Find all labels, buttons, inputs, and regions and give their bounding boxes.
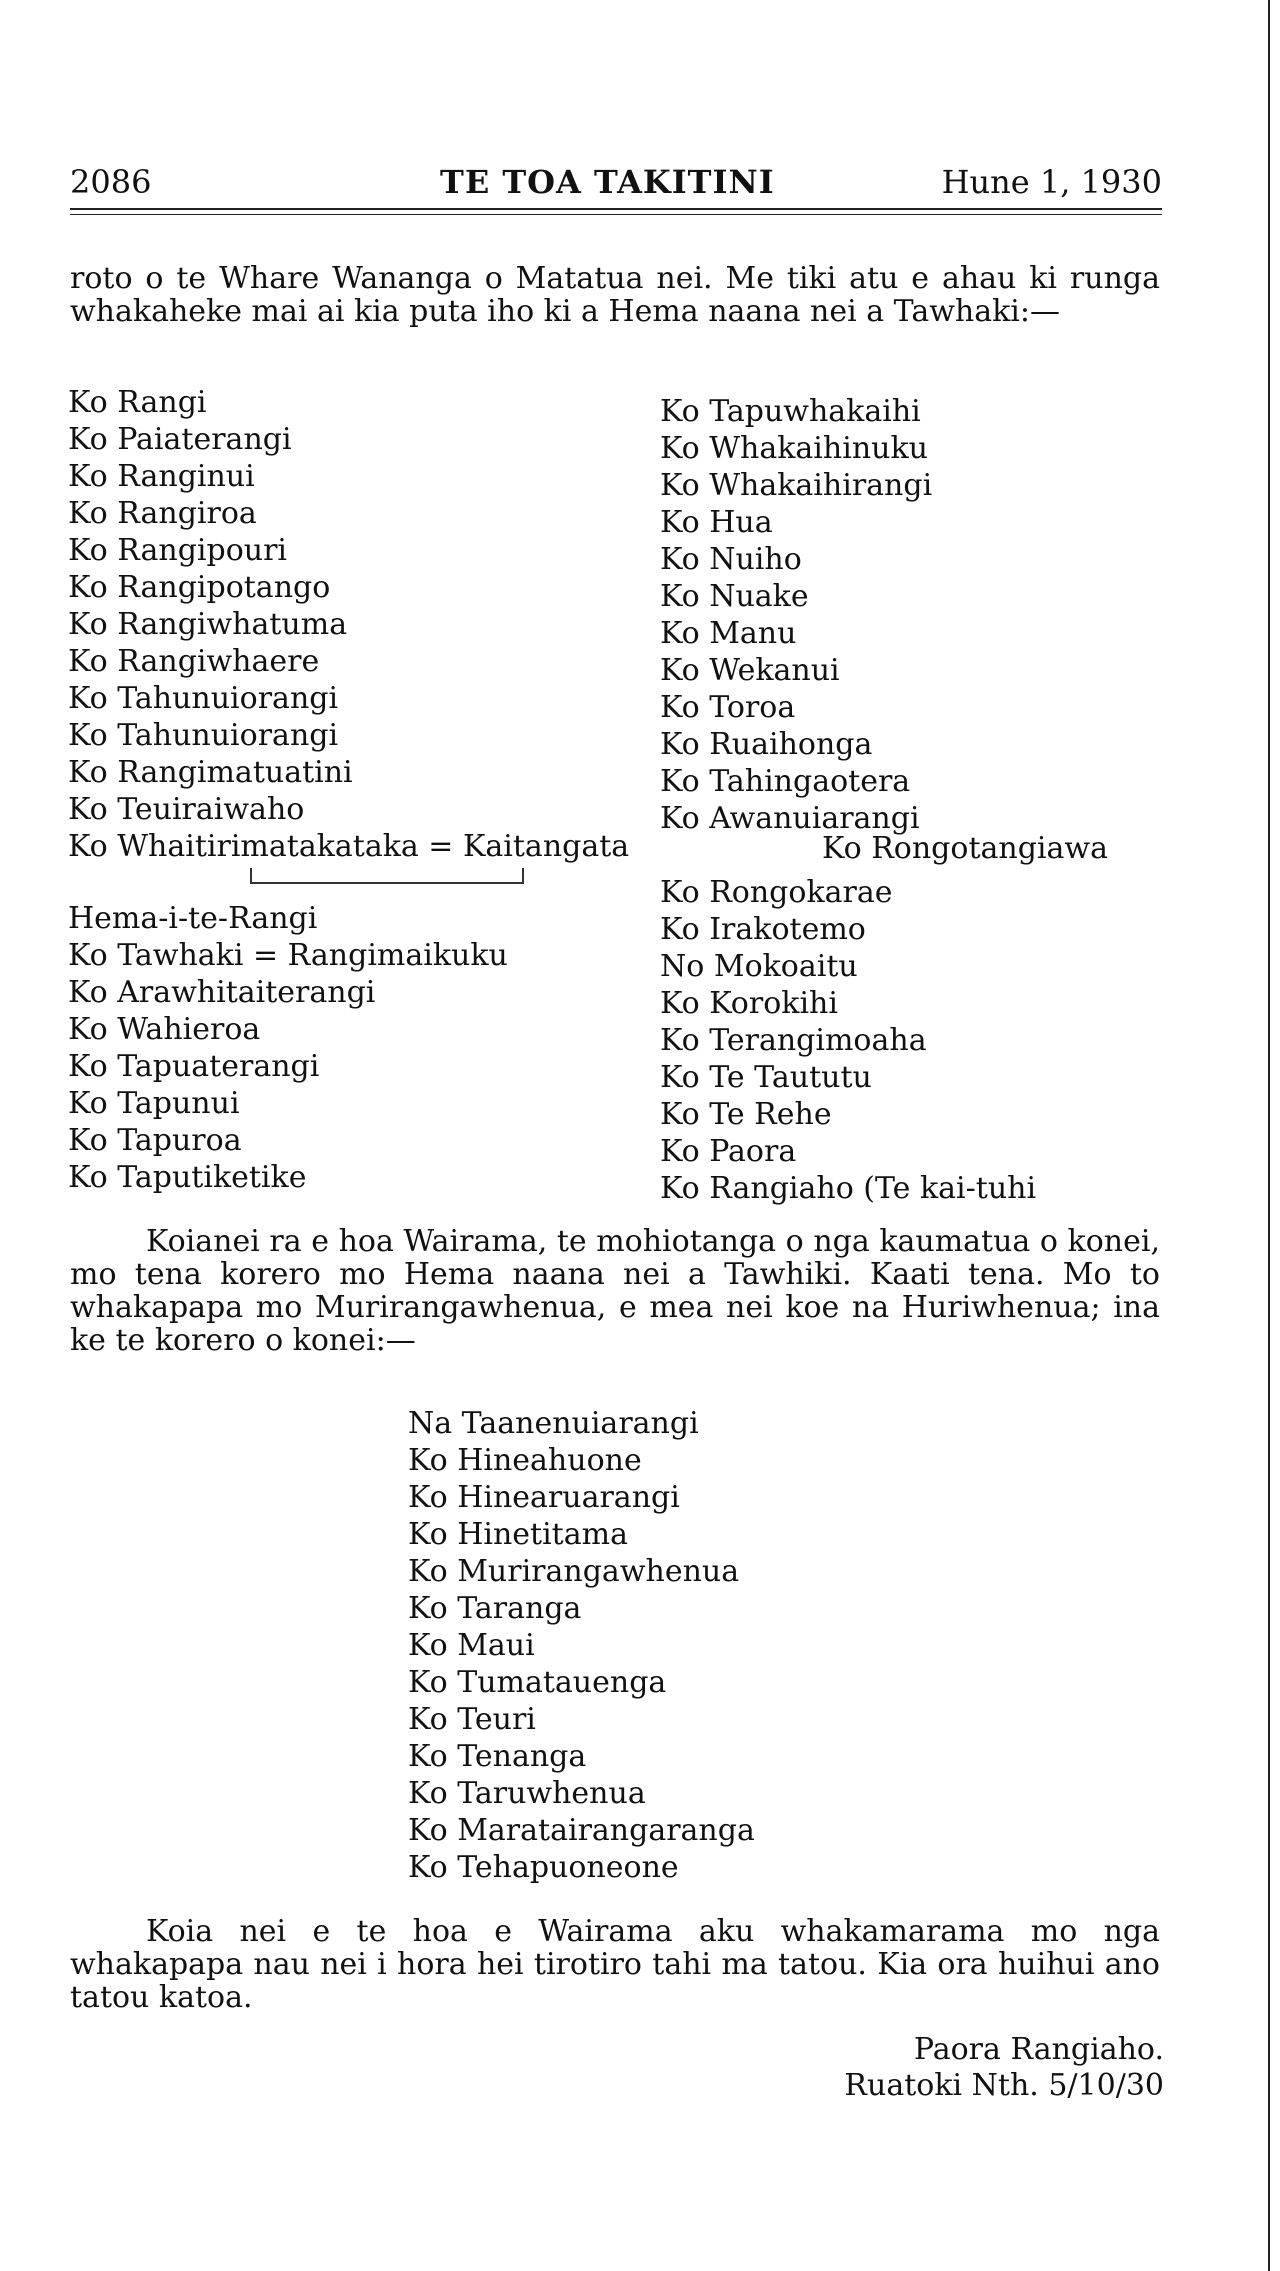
- genealogy-entry: Ko Whakaihinuku: [660, 431, 928, 466]
- genealogy-entry: Ko Rangiwhaere: [68, 644, 320, 679]
- genealogy-entry: Ko Manu: [660, 616, 797, 651]
- genealogy-entry: Ko Tapuwhakaihi: [660, 394, 921, 429]
- genealogy-entry: Ko Ruaihonga: [660, 727, 873, 762]
- genealogy-entry: Ko Hinearuarangi: [408, 1480, 680, 1515]
- genealogy-entry: Ko Terangimoaha: [660, 1023, 927, 1058]
- genealogy-entry: Ko Teuri: [408, 1702, 536, 1737]
- genealogy-left-column-2: [68, 900, 508, 1196]
- genealogy-entry: Ko Rangiaho (Te kai-tuhi: [660, 1171, 1037, 1206]
- genealogy-entry: Ko Tapunui: [68, 1086, 240, 1121]
- closing-paragraph: Koia nei e te hoa e Wairama aku whakamarama mo nga whakapapa nau nei i hora hei tirotiro tahi ma tatou. Kia ora huihui ano tatou katoa.: [70, 1914, 1160, 2015]
- genealogy-entry: Ko Maui: [408, 1628, 535, 1663]
- genealogy-entry: Ko Tehapuoneone: [408, 1850, 679, 1885]
- genealogy-entry: Ko Maratairangaranga: [408, 1813, 755, 1848]
- marriage-line-right: Ko Rongotangiawa: [822, 831, 1108, 866]
- genealogy-entry: Ko Irakotemo: [660, 912, 866, 947]
- genealogy-entry: Ko Ranginui: [68, 459, 255, 494]
- issue-date: Hune 1, 1930: [941, 163, 1162, 201]
- genealogy-entry: Ko Taruwhenua: [408, 1776, 646, 1811]
- genealogy-entry: Ko Rangipotango: [68, 570, 331, 605]
- genealogy-entry: Hema-i-te-Rangi: [68, 901, 318, 936]
- genealogy-entry: Ko Whakaihirangi: [660, 468, 933, 503]
- genealogy-entry: Ko Tahingaotera: [660, 764, 911, 799]
- genealogy-entry: Ko Rangipouri: [68, 533, 288, 568]
- marriage-line: Ko Whaitirimatakataka = Kaitangata: [68, 829, 630, 864]
- genealogy-entry: Na Taanenuiarangi: [408, 1406, 699, 1441]
- genealogy-entry: Ko Rangiwhatuma: [68, 607, 348, 642]
- page-number: 2086: [70, 163, 152, 201]
- genealogy-entry: Ko Tawhaki = Rangimaikuku: [68, 938, 508, 973]
- genealogy-entry: Ko Tenanga: [408, 1739, 587, 1774]
- genealogy-entry: Ko Nuiho: [660, 542, 802, 577]
- genealogy-entry: Ko Paiaterangi: [68, 422, 292, 457]
- genealogy-entry: Ko Paora: [660, 1134, 797, 1169]
- genealogy-bracket: [250, 868, 524, 884]
- genealogy-entry: Ko Arawhitaiterangi: [68, 975, 376, 1010]
- genealogy-entry: Ko Murirangawhenua: [408, 1554, 740, 1589]
- genealogy-left-column: [68, 384, 353, 828]
- genealogy-entry: Ko Teuiraiwaho: [68, 792, 305, 827]
- header-rule: [70, 208, 1162, 210]
- genealogy-entry: Ko Te Rehe: [660, 1097, 832, 1132]
- genealogy-entry: No Mokoaitu: [660, 949, 858, 984]
- genealogy-entry: Ko Korokihi: [660, 986, 838, 1021]
- signature-place-date: Ruatoki Nth. 5/10/30: [844, 2068, 1164, 2103]
- genealogy-entry: Ko Rangiroa: [68, 496, 257, 531]
- intro-paragraph: roto o te Whare Wananga o Matatua nei. Me tiki atu e ahau ki runga whakaheke mai ai kia puta iho ki a Hema naana nei a Tawhaki:—: [70, 261, 1160, 329]
- genealogy-entry: Ko Wekanui: [660, 653, 840, 688]
- body-paragraph: Koianei ra e hoa Wairama, te mohiotanga o nga kaumatua o konei, mo tena korero mo Hema naana nei a Tawhiki. Kaati tena. Mo to whakapapa mo Murirangawhenua, e mea nei koe na Huriwhenua; ina ke te korero o konei:—: [70, 1224, 1160, 1358]
- genealogy-entry: Ko Rangi: [68, 385, 207, 420]
- genealogy-entry: Ko Awanuiarangi: [660, 801, 920, 836]
- genealogy-entry: Ko Tapuroa: [68, 1123, 242, 1158]
- signature-name: Paora Rangiaho.: [913, 2032, 1164, 2067]
- publication-title: TE TOA TAKITINI: [440, 163, 775, 201]
- genealogy-entry: Ko Hineahuone: [408, 1443, 642, 1478]
- genealogy-entry: Ko Taranga: [408, 1591, 582, 1626]
- genealogy-entry: Ko Tapuaterangi: [68, 1049, 320, 1084]
- page-edge-line: [1268, 0, 1270, 2271]
- genealogy-entry: Ko Wahieroa: [68, 1012, 261, 1047]
- genealogy-entry: Ko Taputiketike: [68, 1160, 307, 1195]
- genealogy-entry: Ko Tumatauenga: [408, 1665, 667, 1700]
- genealogy-entry: Ko Nuake: [660, 579, 809, 614]
- genealogy-entry: Ko Tahunuiorangi: [68, 681, 339, 716]
- genealogy-entry: Ko Rangimatuatini: [68, 755, 353, 790]
- genealogy-entry: Ko Te Taututu: [660, 1060, 872, 1095]
- genealogy-entry: Ko Tahunuiorangi: [68, 718, 339, 753]
- header-rule-thin: [70, 214, 1162, 215]
- genealogy-right-column: [660, 393, 932, 837]
- genealogy-entry: Ko Toroa: [660, 690, 796, 725]
- genealogy-entry: Ko Hua: [660, 505, 773, 540]
- genealogy-right-column-2: [660, 874, 1036, 1207]
- genealogy-center-list: [408, 1405, 755, 1886]
- genealogy-entry: Ko Rongokarae: [660, 875, 893, 910]
- page-header: [70, 163, 1162, 213]
- genealogy-entry: Ko Hinetitama: [408, 1517, 628, 1552]
